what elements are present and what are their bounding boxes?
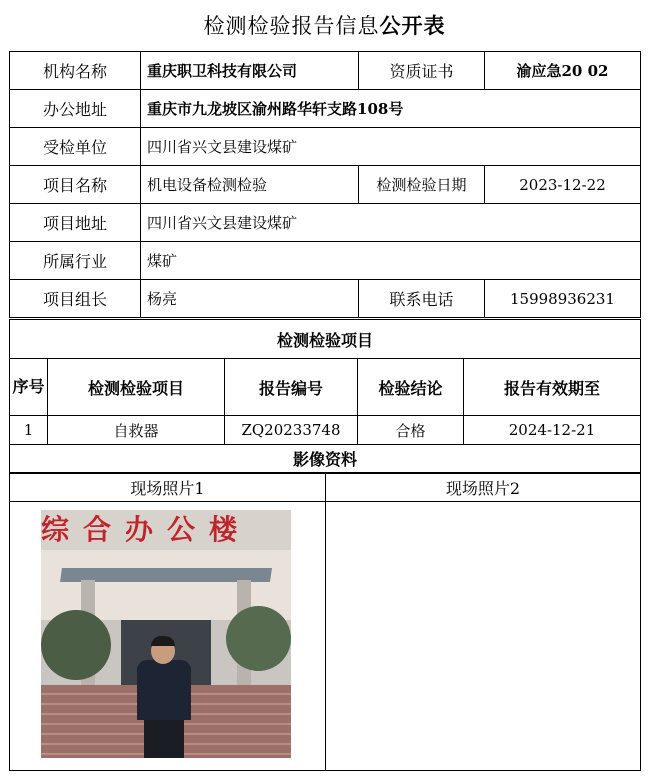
page-title: [0, 10, 649, 40]
site-row: [10, 204, 641, 242]
site-label: 项目地址: [10, 204, 141, 242]
addr-value: 重庆市九龙坡区渝州路华轩支路108号: [141, 90, 641, 128]
images-section-title: 影像资料: [10, 445, 641, 473]
leader-value: 杨亮: [141, 280, 359, 318]
org-row: [10, 52, 641, 90]
photo-row: [10, 502, 641, 771]
project-label: 项目名称: [10, 166, 141, 204]
client-row: [10, 128, 641, 166]
photo1-cell: [10, 502, 326, 771]
row-conclusion: 合格: [358, 416, 464, 445]
header-item: 检测检验项目: [48, 359, 225, 416]
photo-label-row: [10, 474, 641, 502]
photos-table: [9, 473, 641, 771]
photo2-cell: [326, 502, 641, 771]
header-valid-until: 报告有效期至: [464, 359, 641, 416]
items-table: [9, 319, 641, 473]
phone-value: 15998936231: [485, 280, 641, 318]
row-seq: 1: [10, 416, 48, 445]
addr-row: [10, 90, 641, 128]
client-value: 四川省兴文县建设煤矿: [141, 128, 641, 166]
row-report-no: ZQ20233748: [225, 416, 358, 445]
photo1-banner-text: 综合办公楼: [41, 513, 252, 546]
date-value: 2023-12-22: [485, 166, 641, 204]
header-conclusion: 检验结论: [358, 359, 464, 416]
info-table: [9, 51, 641, 318]
row-valid-until: 2024-12-21: [464, 416, 641, 445]
items-section-row: [10, 320, 641, 359]
org-value: 重庆职卫科技有限公司: [141, 52, 359, 90]
header-seq: 序号: [10, 359, 48, 416]
images-section-row: [10, 445, 641, 473]
project-value: 机电设备检测检验: [141, 166, 359, 204]
org-label: 机构名称: [10, 52, 141, 90]
cert-value: 渝应急20 02: [485, 52, 641, 90]
row-item: 自救器: [48, 416, 225, 445]
addr-label: 办公地址: [10, 90, 141, 128]
items-section-title: 检测检验项目: [10, 320, 641, 359]
photo2-label: 现场照片2: [326, 474, 641, 502]
leader-row: [10, 280, 641, 318]
project-row: [10, 166, 641, 204]
site-photo-1: [41, 510, 291, 758]
title-regular: 检测检验报告信息: [203, 14, 380, 38]
industry-value: 煤矿: [141, 242, 641, 280]
client-label: 受检单位: [10, 128, 141, 166]
industry-row: [10, 242, 641, 280]
phone-label: 联系电话: [359, 280, 485, 318]
items-header-row: [10, 359, 641, 416]
industry-label: 所属行业: [10, 242, 141, 280]
table-row: [10, 416, 641, 445]
title-bold: 公开表: [379, 13, 446, 38]
site-value: 四川省兴文县建设煤矿: [141, 204, 641, 242]
date-label: 检测检验日期: [359, 166, 485, 204]
cert-label: 资质证书: [359, 52, 485, 90]
photo1-label: 现场照片1: [10, 474, 326, 502]
leader-label: 项目组长: [10, 280, 141, 318]
header-report-no: 报告编号: [225, 359, 358, 416]
